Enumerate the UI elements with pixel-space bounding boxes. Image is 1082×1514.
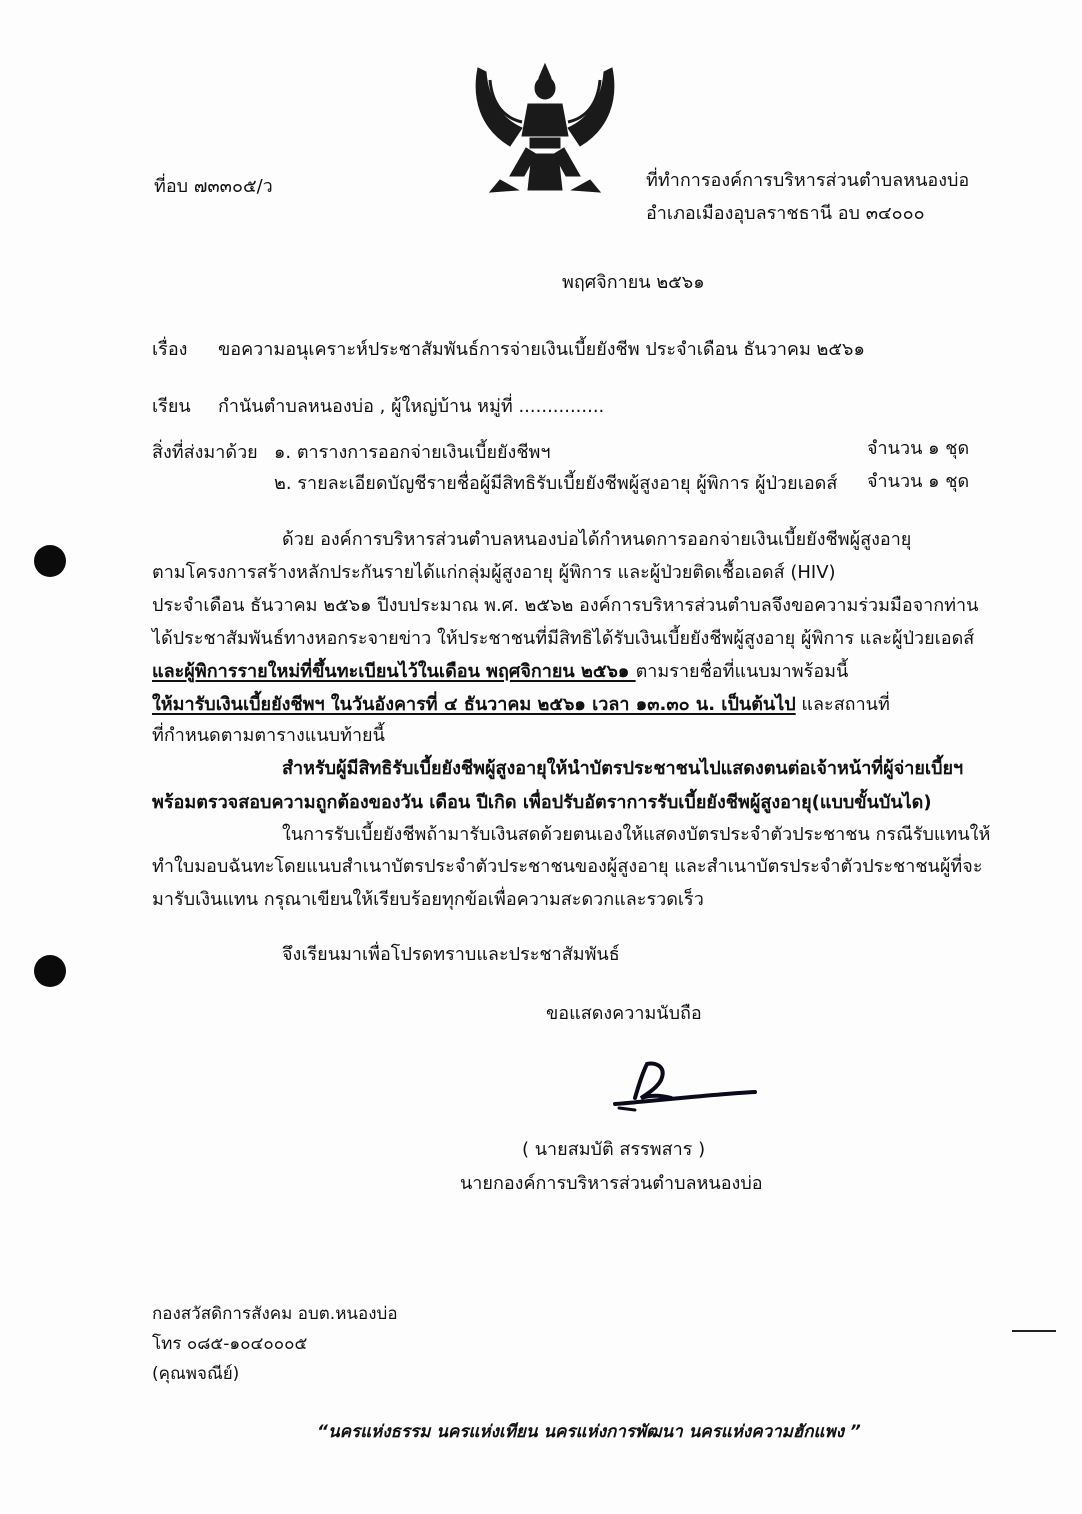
closing-phrase: ขอแสดงความนับถือ: [546, 1003, 702, 1024]
body-emphasis: ให้มารับเงินเบี้ยยังชีพฯ ในวันอังคารที่ ๔ ธันวาคม ๒๕๖๑ เวลา ๑๓.๓๐ น. เป็นต้นไป: [152, 694, 796, 715]
contact-person: (คุณพจณีย์): [152, 1364, 240, 1384]
body-emphasis: และผู้พิการรายใหม่ที่ขึ้นทะเบียนไว้ในเดือน พฤศจิกายน ๒๕๖๑: [152, 661, 636, 682]
body-line: มารับเงินแทน กรุณาเขียนให้เรียบร้อยทุกข้อเพื่อความสะดวกและรวดเร็ว: [152, 889, 704, 910]
signatory-title: นายกองค์การบริหารส่วนตำบลหนองบ่อ: [460, 1173, 763, 1194]
office-address-line1: ที่ทำการองค์การบริหารส่วนตำบลหนองบ่อ: [646, 170, 970, 191]
reference-number: ที่อบ ๗๓๓๐๕/ว: [154, 176, 273, 197]
subject-text: ขอความอนุเคราะห์ประชาสัมพันธ์การจ่ายเงินเบี้ยยังชีพ ประจำเดือน ธันวาคม ๒๕๖๑: [218, 339, 865, 360]
body-line: [152, 655, 848, 688]
enclosure-item: ๒. รายละเอียดบัญชีรายชื่อผู้มีสิทธิรับเบี้ยยังชีพผู้สูงอายุ ผู้พิการ ผู้ป่วยเอดส์: [274, 473, 838, 494]
body-line: ประจำเดือน ธันวาคม ๒๕๖๑ ปีงบประมาณ พ.ศ. ๒๕๖๒ องค์การบริหารส่วนตำบลจึงขอความร่วมมือจากท่าน: [152, 595, 979, 616]
contact-department: กองสวัสดิการสังคม อบต.หนองบ่อ: [152, 1304, 398, 1324]
body-line: สำหรับผู้มีสิทธิรับเบี้ยยังชีพผู้สูงอายุให้นำบัตรประชาชนไปแสดงตนต่อเจ้าหน้าที่ผู้จ่ายเบี้ยฯ: [282, 758, 964, 779]
enclosure-qty: จำนวน ๑ ชุด: [867, 438, 970, 459]
body-line: ได้ประชาสัมพันธ์ทางหอกระจายข่าว ให้ประชาชนที่มีสิทธิได้รับเงินเบี้ยยังชีพผู้สูงอายุ ผู้พิการ และผู้ป่วยเอดส์: [152, 628, 975, 649]
body-line: ตามโครงการสร้างหลักประกันรายได้แก่กลุ่มผู้สูงอายุ ผู้พิการ และผู้ป่วยติดเชื้อเอดส์ (HIV): [152, 562, 836, 583]
office-address-line2: อำเภอเมืองอุบลราชธานี อบ ๓๔๐๐๐: [646, 203, 925, 224]
subject-label: เรื่อง: [152, 339, 188, 360]
body-line: ที่กำหนดตามตารางแนบท้ายนี้: [152, 725, 385, 746]
enclosure-qty: จำนวน ๑ ชุด: [867, 471, 970, 492]
margin-mark: [1012, 1330, 1056, 1332]
body-line: [152, 688, 890, 721]
closing-paragraph: จึงเรียนมาเพื่อโปรดทราบและประชาสัมพันธ์: [282, 944, 620, 965]
punch-hole-top: [34, 545, 66, 577]
contact-phone: โทร ๐๘๕-๑๐๔๐๐๐๕: [152, 1334, 308, 1354]
garuda-emblem-icon: [470, 58, 620, 198]
body-line: ในการรับเบี้ยยังชีพถ้ามารับเงินสดด้วยตนเองให้แสดงบัตรประจำตัวประชาชน กรณีรับแทนให้: [282, 824, 991, 845]
punch-hole-bottom: [34, 955, 66, 987]
body-line: พร้อมตรวจสอบความถูกต้องของวัน เดือน ปีเกิด เพื่อปรับอัตราการรับเบี้ยยังชีพผู้สูงอายุ(แบบขั้นบันได): [152, 792, 932, 813]
signatory-name: ( นายสมบัติ สรรพสาร ): [522, 1139, 706, 1160]
handwritten-signature: [605, 1058, 765, 1118]
body-text: ตามรายชื่อที่แนบมาพร้อมนี้: [635, 661, 849, 682]
enclosure-item: ๑. ตารางการออกจ่ายเงินเบี้ยยังชีพฯ: [274, 442, 551, 463]
body-text: และสถานที่: [795, 694, 890, 715]
salutation-label: เรียน: [152, 396, 191, 417]
body-line: ทำใบมอบฉันทะโดยแนบสำเนาบัตรประจำตัวประชาชนของผู้สูงอายุ และสำเนาบัตรประจำตัวประชาชนผู้ที่จะ: [152, 856, 983, 877]
salutation-text: กำนันตำบลหนองบ่อ , ผู้ใหญ่บ้าน หมู่ที่ ...............: [218, 396, 605, 417]
letter-date: พฤศจิกายน ๒๕๖๑: [562, 272, 705, 293]
body-line: ด้วย องค์การบริหารส่วนตำบลหนองบ่อได้กำหนดการออกจ่ายเงินเบี้ยยังชีพผู้สูงอายุ: [282, 529, 912, 550]
motto-footer: “นครแห่งธรรม นครแห่งเทียน นครแห่งการพัฒนา นครแห่งความฮักแพง ”: [317, 1422, 861, 1442]
enclosures-label: สิ่งที่ส่งมาด้วย: [152, 442, 258, 463]
